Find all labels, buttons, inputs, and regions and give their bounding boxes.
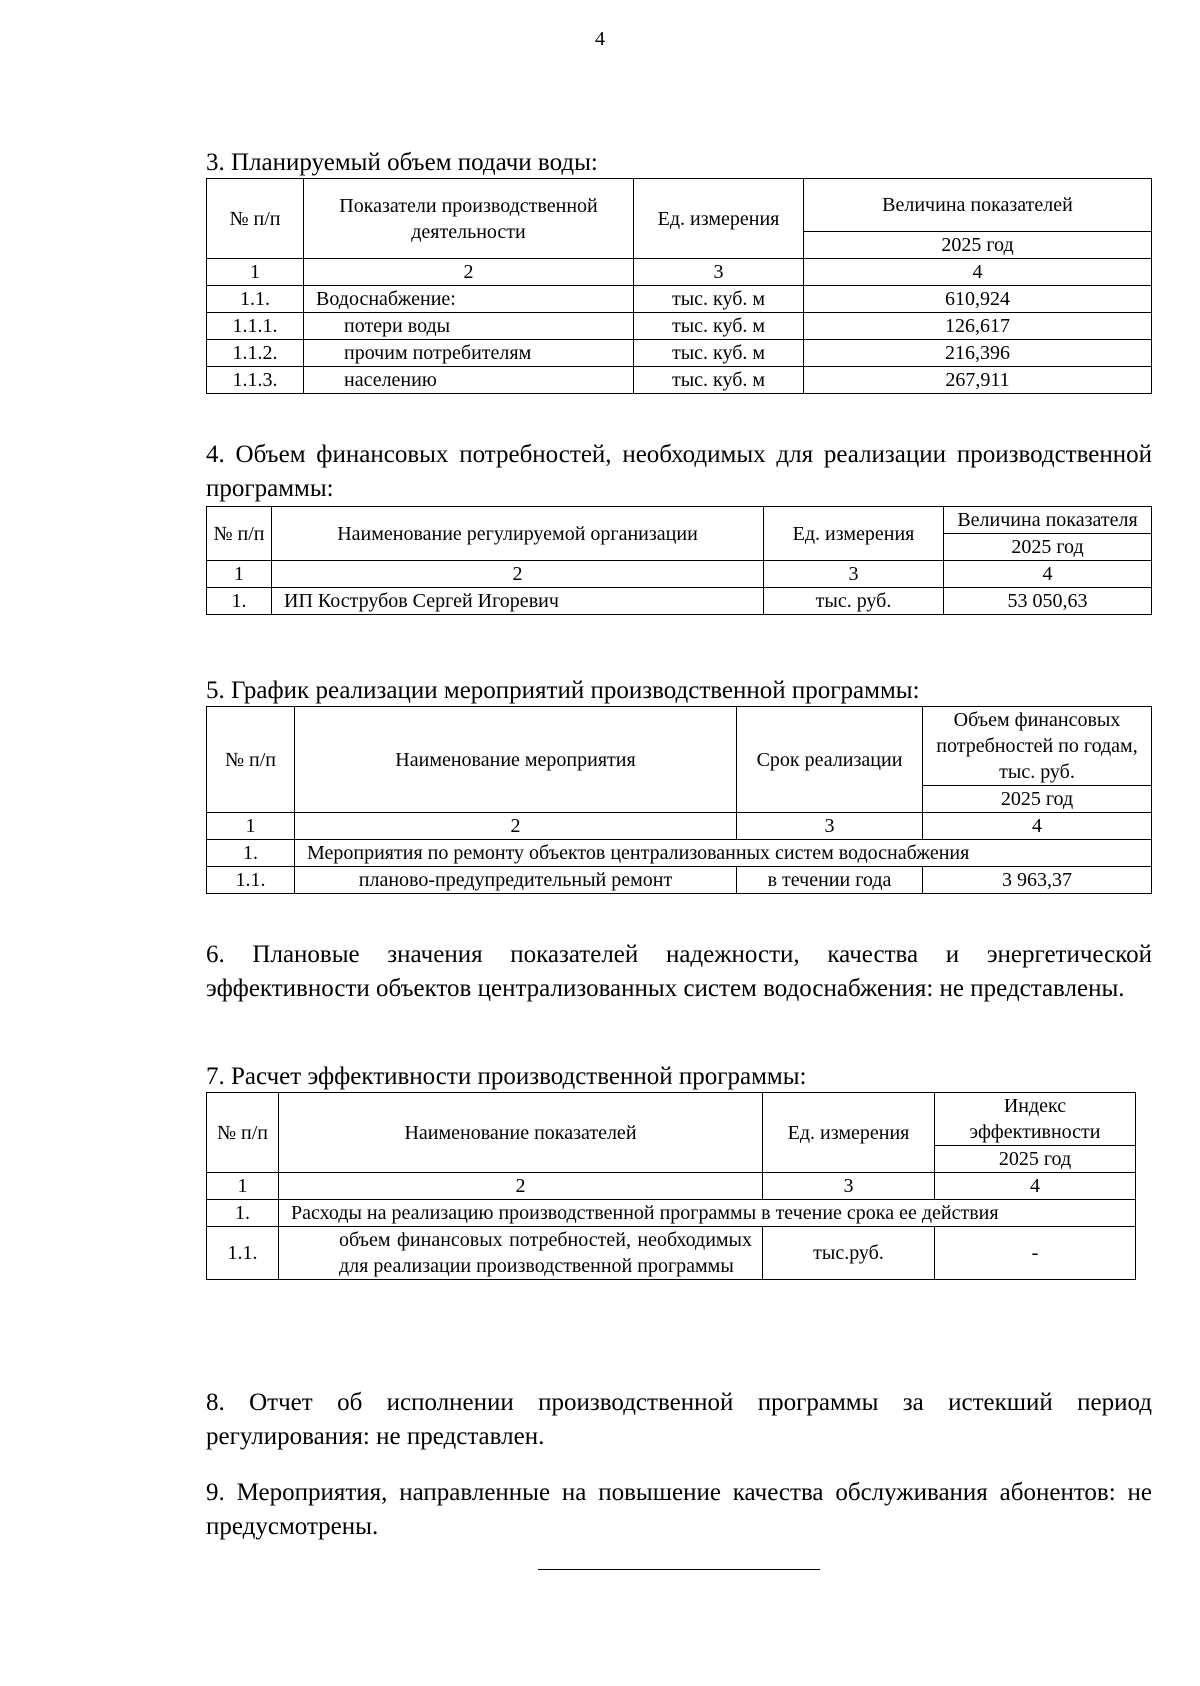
row-name: объем финансовых потребностей, необходимых для реализации производственной программы (279, 1227, 763, 1280)
section-4-title: 4. Объем финансовых потребностей, необходимых для реализации производственной программы: (206, 441, 1152, 502)
table-row (207, 588, 1152, 615)
row-unit: тыс. куб. м (634, 340, 804, 367)
row-num: 1.1.1. (207, 313, 304, 340)
col-number: 3 (763, 1173, 935, 1200)
closing-line (538, 1569, 820, 1570)
header-num: № п/п (207, 507, 272, 561)
col-number: 3 (764, 561, 944, 588)
row-num: 1.1. (207, 867, 295, 894)
header-event-name: Наименование мероприятия (295, 707, 737, 813)
col-number: 3 (634, 259, 804, 286)
table-row (207, 1200, 1136, 1227)
row-unit: тыс. куб. м (634, 286, 804, 313)
header-unit: Ед. измерения (634, 179, 804, 259)
row-num: 1.1. (207, 1227, 279, 1280)
section-5-title: 5. График реализации мероприятий производственной программы: (206, 677, 920, 704)
finance-needs-table (206, 506, 1152, 615)
row-num: 1. (207, 1200, 279, 1227)
col-number: 4 (923, 813, 1152, 840)
row-num: 1. (207, 588, 272, 615)
header-year: 2025 год (923, 786, 1152, 813)
header-year: 2025 год (935, 1146, 1136, 1173)
row-value: 267,911 (804, 367, 1152, 394)
row-num: 1.1.2. (207, 340, 304, 367)
row-value: 216,396 (804, 340, 1152, 367)
row-name: ИП Кострубов Сергей Игоревич (272, 588, 764, 615)
col-number: 4 (804, 259, 1152, 286)
col-number: 4 (935, 1173, 1136, 1200)
row-name: Расходы на реализацию производственной программы в течение срока ее действия (279, 1200, 1136, 1227)
col-number: 2 (295, 813, 737, 840)
schedule-table (206, 706, 1152, 894)
table-row (207, 367, 1152, 394)
header-unit: Ед. измерения (763, 1093, 935, 1173)
row-value: 53 050,63 (944, 588, 1152, 615)
col-number: 1 (207, 259, 304, 286)
header-year: 2025 год (944, 534, 1152, 561)
col-number: 4 (944, 561, 1152, 588)
row-name: Водоснабжение: (304, 286, 634, 313)
col-number: 1 (207, 1173, 279, 1200)
row-name: планово-предупредительный ремонт (295, 867, 737, 894)
section-9-text: 9. Мероприятия, направленные на повышение качества обслуживания абонентов: не предусмотрены. (206, 1479, 1152, 1540)
row-num: 1.1.3. (207, 367, 304, 394)
row-num: 1. (207, 840, 295, 867)
section-3-title: 3. Планируемый объем подачи воды: (206, 149, 598, 176)
section-8-text: 8. Отчет об исполнении производственной программы за истекший период регулирования: не представлен. (206, 1389, 1152, 1450)
table-row (207, 313, 1152, 340)
section-7 (206, 1062, 1136, 1280)
water-supply-table (206, 178, 1152, 394)
table-row (207, 340, 1152, 367)
col-number: 2 (304, 259, 634, 286)
table-row (207, 840, 1152, 867)
col-number: 1 (207, 813, 295, 840)
section-4 (206, 438, 1152, 615)
header-indicator-name: Наименование показателей (279, 1093, 763, 1173)
col-number: 2 (272, 561, 764, 588)
header-term: Срок реализации (737, 707, 923, 813)
row-name: населению (304, 367, 634, 394)
header-unit: Ед. измерения (764, 507, 944, 561)
header-org-name: Наименование регулируемой организации (272, 507, 764, 561)
row-value: 3 963,37 (923, 867, 1152, 894)
row-name: прочим потребителям (304, 340, 634, 367)
page-number: 4 (595, 28, 605, 50)
row-value: 126,617 (804, 313, 1152, 340)
header-num: № п/п (207, 1093, 279, 1173)
col-number: 2 (279, 1173, 763, 1200)
col-number: 1 (207, 561, 272, 588)
header-year: 2025 год (804, 232, 1152, 259)
section-6-text: 6. Плановые значения показателей надежности, качества и энергетической эффективности объектов централизованных систем водоснабжения: не представлены. (206, 941, 1152, 1002)
row-unit: тыс.руб. (763, 1227, 935, 1280)
efficiency-table (206, 1092, 1136, 1280)
col-number: 3 (737, 813, 923, 840)
row-unit: тыс. руб. (764, 588, 944, 615)
table-row (207, 1227, 1136, 1280)
section-3 (206, 148, 1152, 394)
row-num: 1.1. (207, 286, 304, 313)
header-value: Индекс эффективности (935, 1093, 1136, 1146)
section-9 (206, 1476, 1152, 1544)
row-value: 610,924 (804, 286, 1152, 313)
table-row (207, 286, 1152, 313)
section-6 (206, 938, 1152, 1006)
row-unit: тыс. куб. м (634, 367, 804, 394)
section-5 (206, 676, 1152, 894)
header-indicators: Показатели производственной деятельности (304, 179, 634, 259)
row-name: потери воды (304, 313, 634, 340)
section-8 (206, 1386, 1152, 1454)
header-value: Объем финансовых потребностей по годам, тыс. руб. (923, 707, 1152, 786)
header-value: Величина показателей (804, 179, 1152, 232)
row-unit: тыс. куб. м (634, 313, 804, 340)
row-name: Мероприятия по ремонту объектов централизованных систем водоснабжения (295, 840, 1152, 867)
header-num: № п/п (207, 707, 295, 813)
header-value: Величина показателя (944, 507, 1152, 534)
table-row (207, 867, 1152, 894)
section-7-title: 7. Расчет эффективности производственной программы: (206, 1063, 807, 1090)
header-num: № п/п (207, 179, 304, 259)
row-term: в течении года (737, 867, 923, 894)
row-value: - (935, 1227, 1136, 1280)
